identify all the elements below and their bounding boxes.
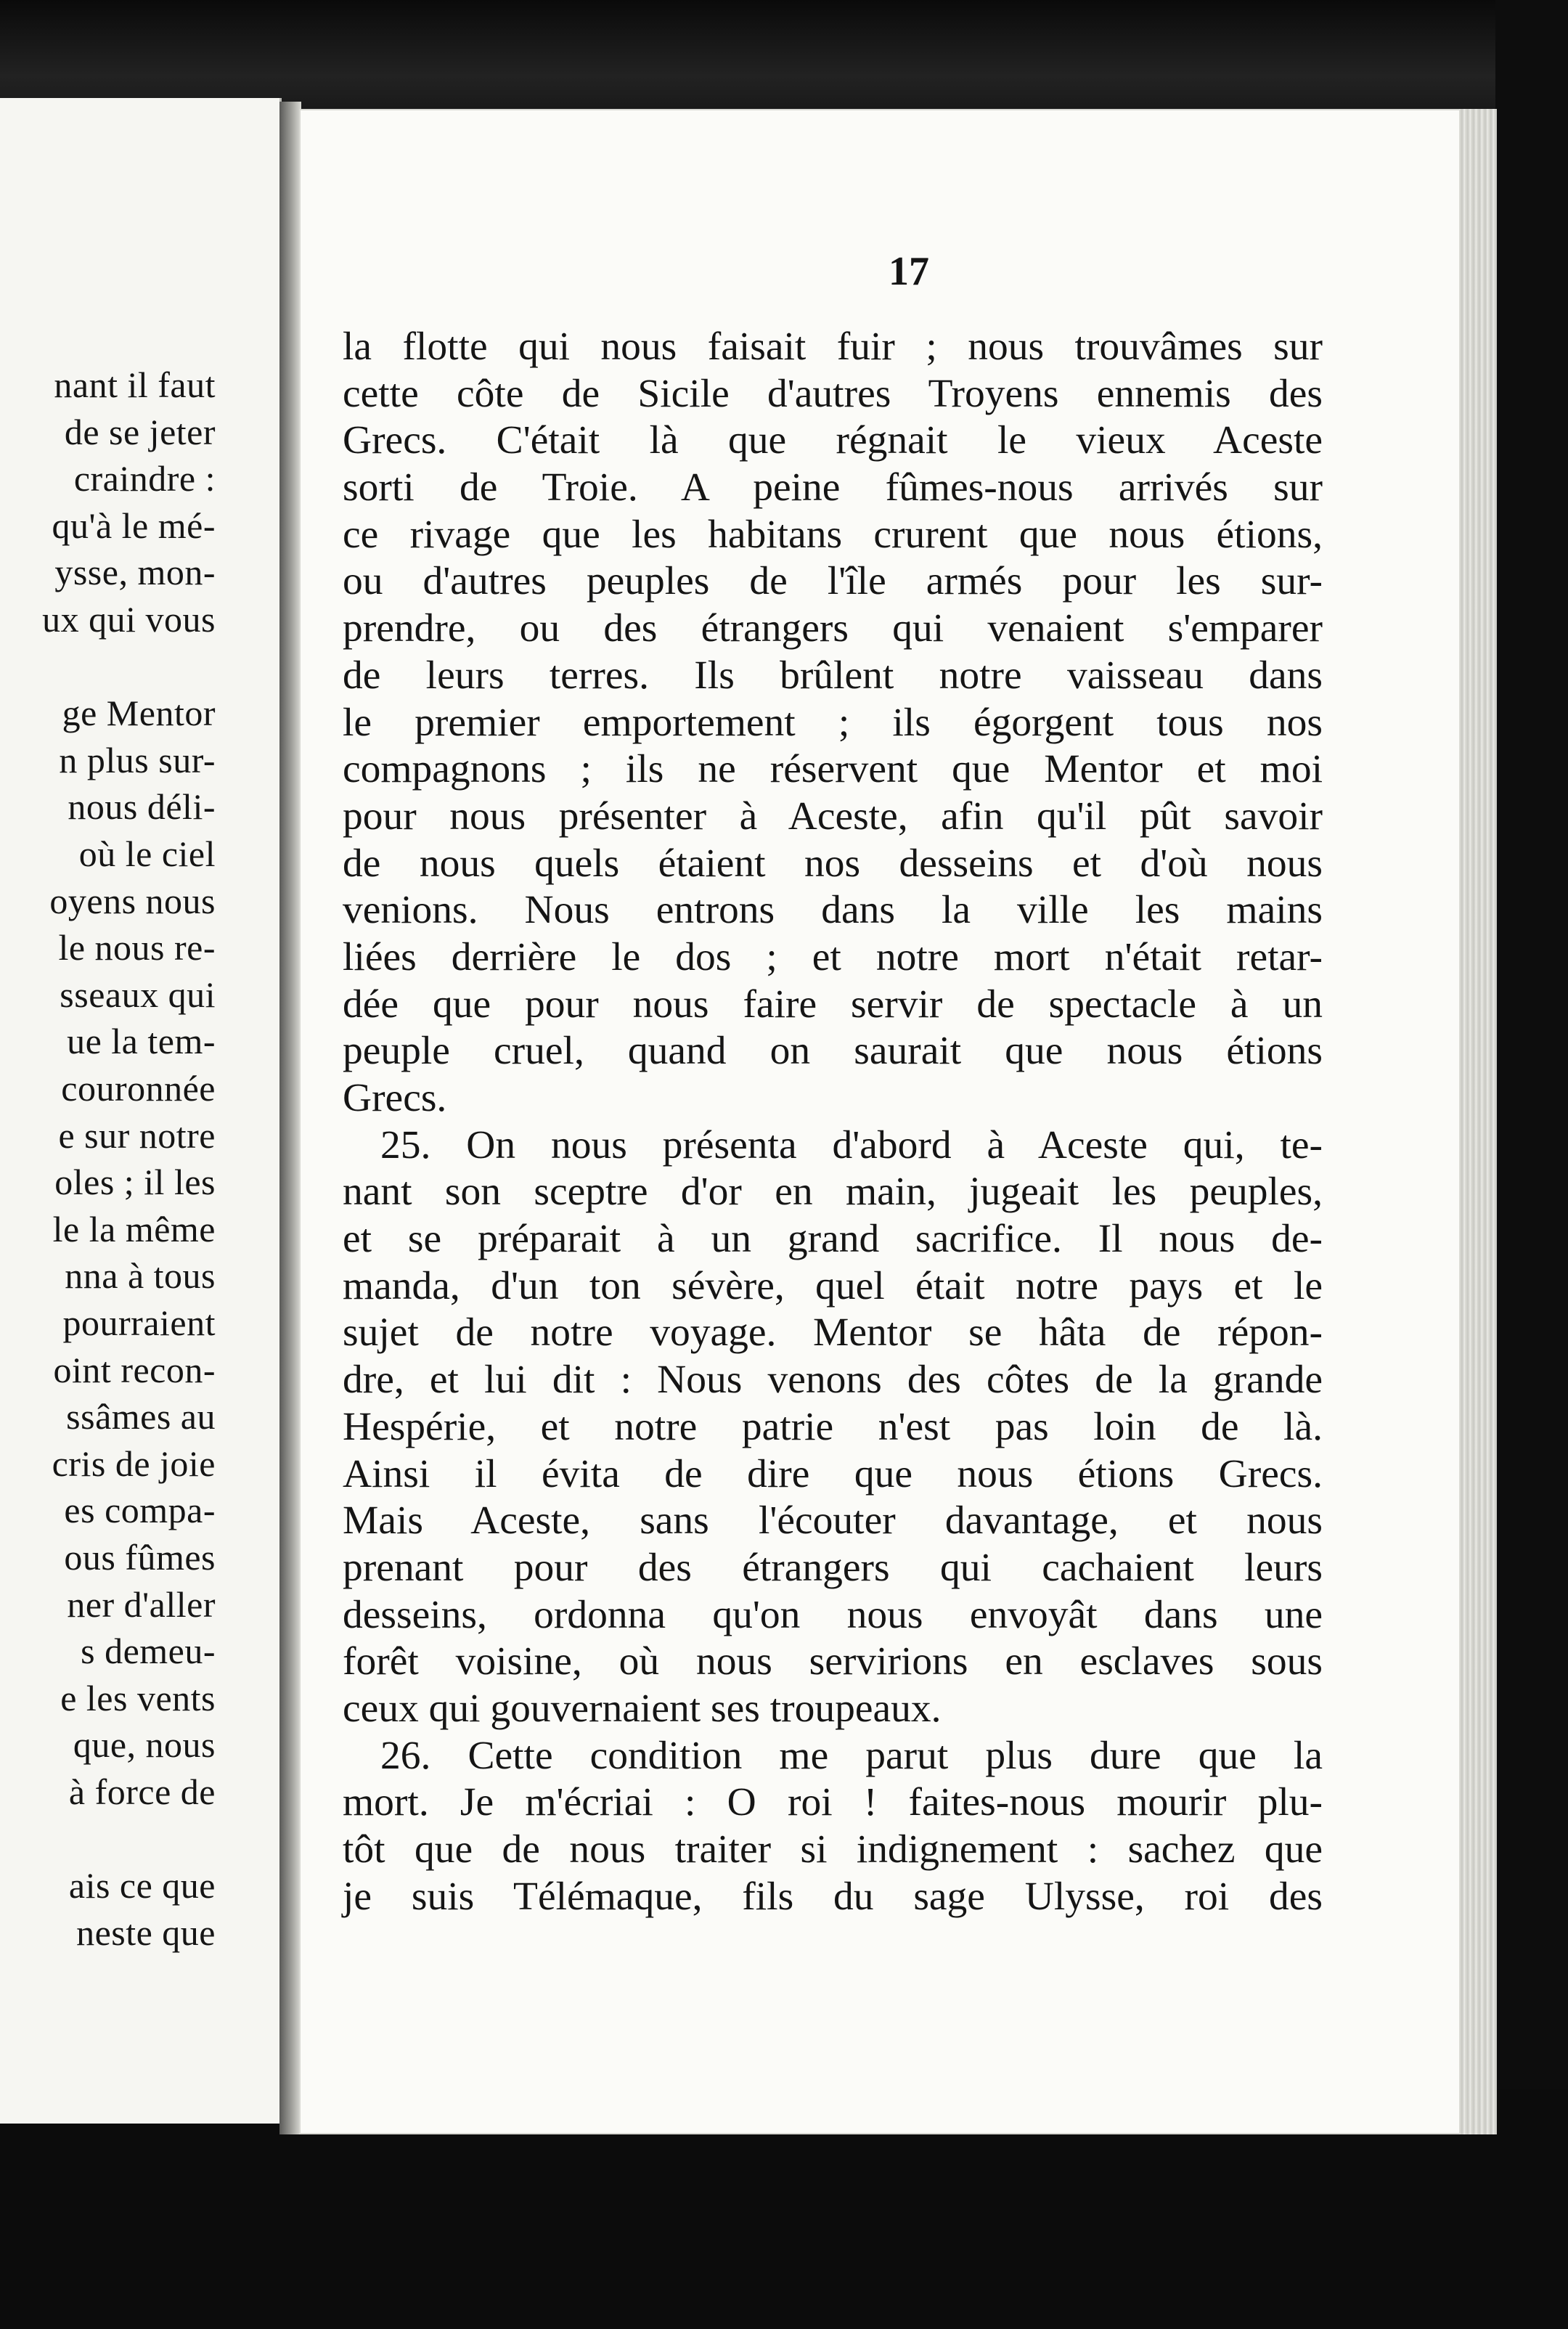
text-line: 26. Cette condition me parut plus dure que la [380, 1733, 1323, 1778]
text-line: sujet de notre voyage. Mentor se hâta de répon- [343, 1310, 1323, 1355]
text-line: 25. On nous présenta d'abord à Aceste qui, te- [380, 1122, 1323, 1167]
left-page-line: ysse, mon- [54, 552, 216, 593]
left-page-line: s demeu- [81, 1631, 216, 1672]
text-line: forêt voisine, où nous servirions en esclaves sous [343, 1639, 1323, 1684]
left-page-line: ous fûmes [64, 1537, 216, 1578]
page-edge [1459, 109, 1497, 2134]
left-page-line: oyens nous [49, 880, 216, 921]
left-page-line: le nous re- [58, 927, 216, 968]
left-page-line: à force de [68, 1771, 216, 1812]
left-page-line: couronnée [61, 1068, 216, 1109]
text-line: venions. Nous entrons dans la ville les mains [343, 888, 1323, 933]
left-page-line: nant il faut [54, 364, 216, 405]
text-line: ce rivage que les habitans crurent que nous étions, [343, 512, 1323, 557]
left-page-line: le la même [52, 1208, 216, 1249]
left-page-line: oint recon- [53, 1349, 216, 1390]
left-page-line: n plus sur- [59, 739, 216, 780]
left-page-line: nna à tous [65, 1255, 216, 1297]
text-line: manda, d'un ton sévère, quel était notre pays et le [343, 1263, 1323, 1308]
text-line: dée que pour nous faire servir de spectacle à un [343, 982, 1323, 1027]
text-line: et se préparait à un grand sacrifice. Il nous de- [343, 1217, 1323, 1262]
left-page-line: neste que [76, 1912, 216, 1953]
left-page-line: cris de joie [52, 1443, 216, 1484]
left-page-line: ssâmes au [66, 1396, 216, 1437]
text-line: Ainsi il évita de dire que nous étions Grecs. [343, 1451, 1323, 1496]
left-page-line: e sur notre [58, 1114, 216, 1156]
text-line: peuple cruel, quand on saurait que nous étions [343, 1029, 1323, 1074]
left-page-line: craindre : [73, 458, 216, 499]
left-page-line: qu'à le mé- [52, 505, 216, 546]
text-line: pour nous présenter à Aceste, afin qu'il pût savoir [343, 794, 1323, 839]
left-page [0, 98, 282, 2124]
left-page-line: ais ce que [68, 1865, 216, 1906]
left-page-line: es compa- [64, 1490, 216, 1531]
text-line: nant son sceptre d'or en main, jugeait les peuples, [343, 1170, 1323, 1215]
text-line: Hespérie, et notre patrie n'est pas loin de là. [343, 1404, 1323, 1449]
left-page-line: que, nous [73, 1724, 216, 1766]
text-line: de nous quels étaient nos desseins et d'où nous [343, 841, 1323, 886]
left-page-line: oles ; il les [54, 1162, 216, 1203]
left-page-line: ue la tem- [67, 1021, 216, 1062]
text-line: mort. Je m'écriai : O roi ! faites-nous mourir plu- [343, 1780, 1323, 1825]
left-page-line: pourraient [62, 1302, 216, 1343]
text-line: liées derrière le dos ; et notre mort n'était retar- [343, 934, 1323, 979]
left-page-line: ge Mentor [62, 693, 216, 734]
text-line: ou d'autres peuples de l'île armés pour les sur- [343, 559, 1323, 604]
text-line: la flotte qui nous faisait fuir ; nous trouvâmes sur [343, 325, 1323, 369]
text-line: prendre, ou des étrangers qui venaient s'emparer [343, 606, 1323, 651]
left-page-line: ner d'aller [67, 1583, 216, 1625]
left-page-line: où le ciel [78, 833, 216, 874]
left-page-line: nous déli- [68, 786, 216, 828]
left-page-line: de se jeter [64, 411, 216, 452]
text-line: sorti de Troie. A peine fûmes-nous arrivés sur [343, 465, 1323, 510]
text-line: dre, et lui dit : Nous venons des côtes de la grande [343, 1358, 1323, 1403]
body-text [343, 324, 1323, 1920]
left-page-line: ux qui vous [42, 599, 216, 640]
text-line: cette côte de Sicile d'autres Troyens ennemis des [343, 371, 1323, 416]
right-page [299, 109, 1497, 2134]
text-line: le premier emportement ; ils égorgent tous nos [343, 700, 1323, 745]
text-line: prenant pour des étrangers qui cachaient leurs [343, 1545, 1323, 1590]
page-number: 17 [889, 249, 929, 294]
left-page-line: sseaux qui [60, 974, 216, 1015]
text-line: ceux qui gouvernaient ses troupeaux. [343, 1686, 942, 1731]
text-line: Mais Aceste, sans l'écouter davantage, et nous [343, 1498, 1323, 1543]
scan-background-right [1495, 0, 1568, 2329]
text-line: Grecs. [343, 1076, 447, 1120]
scan-background-top [0, 0, 1568, 109]
text-line: desseins, ordonna qu'on nous envoyât dans une [343, 1592, 1323, 1637]
text-line: je suis Télémaque, fils du sage Ulysse, roi des [343, 1874, 1323, 1919]
text-line: Grecs. C'était là que régnait le vieux Aceste [343, 418, 1323, 463]
text-line: de leurs terres. Ils brûlent notre vaisseau dans [343, 653, 1323, 698]
text-line: tôt que de nous traiter si indignement : sachez que [343, 1827, 1323, 1872]
left-page-line: e les vents [60, 1677, 216, 1718]
text-line: compagnons ; ils ne réservent que Mentor et moi [343, 747, 1323, 792]
book-gutter [279, 102, 301, 2134]
